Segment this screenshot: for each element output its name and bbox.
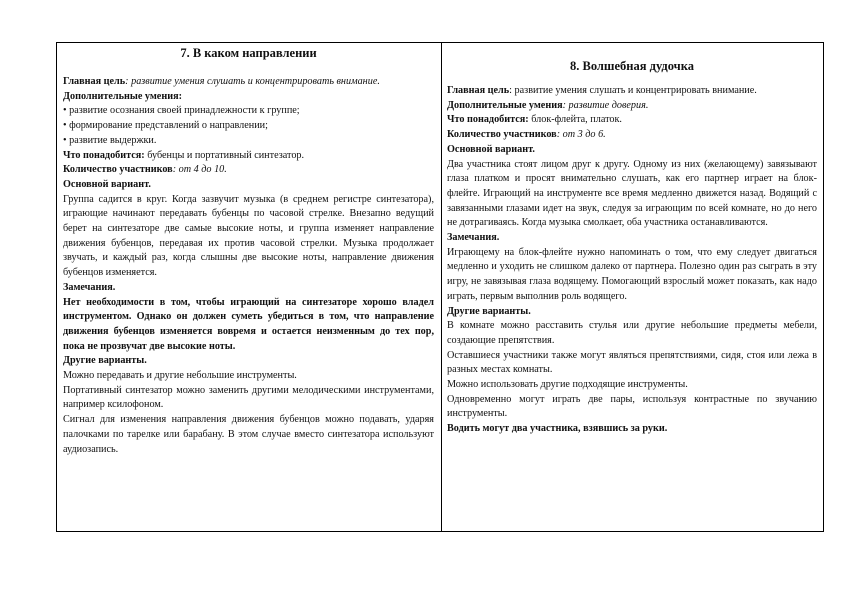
extra-label: Дополнительные умения (447, 99, 563, 111)
goal-label: Главная цель (447, 85, 510, 96)
goal-text: : развитие умения слушать и концентрировать внимание. (125, 76, 380, 87)
goal-label: Главная цель (63, 76, 126, 87)
needs-label: Что понадобится: (63, 149, 145, 161)
count-text: : от 3 до 6. (556, 129, 606, 141)
game-card-8 (443, 43, 825, 531)
game-7-other-para: Сигнал для изменения направления движения бубенцов можно подавать, ударяя палочками по тарелке или барабану. В этом случае вместо синтезатора используют аудиозапись. (63, 414, 434, 455)
game-cards-table (56, 42, 824, 532)
game-7-other-para: Портативный синтезатор можно заменить другими мелодическими инструментами, например ксилофоном. (63, 384, 434, 411)
game-8-main-text: Два участника стоят лицом друг к другу. Одному из них (желающему) завязывают глаза платком и просят внимательно слушать, как его партнер играет на блок-флейте. Играющий на инструменте все время медленно движется назад. Водящий с завязанными глазами идет на звук, следуя за играющим по всей комнате, но до него не дотрагиваясь. Когда музыка смолкает, оба участника останавливаются. (447, 158, 817, 229)
game-7-notes-text: Нет необходимости в том, чтобы играющий на синтезаторе хорошо владел инструментом. Однако он должен суметь убедиться в том, что направление движения бубенцов изменяется вовремя и остается неизменным до тех пор, пока не прозвучат две высокие ноты. (63, 296, 434, 352)
game-7-other-para: Можно передавать и другие небольшие инструменты. (63, 370, 297, 382)
game-8-notes-label: Замечания. (447, 232, 500, 244)
game-8-title: 8. Волшебная дудочка (570, 59, 694, 73)
game-7-notes-label: Замечания. (63, 281, 116, 293)
game-7-extra-item: • формирование представлений о направлении; (63, 120, 268, 132)
game-7-count (63, 163, 434, 178)
game-8-other-para: В комнате можно расставить стулья или другие небольшие предметы мебели, создающие препятствия. (447, 320, 817, 346)
game-7-extra-label: Дополнительные умения: (63, 90, 182, 102)
game-7-main-text: Группа садится в круг. Когда зазвучит музыка (в среднем регистре синтезатора), играющие начинают передавать бубенцы по часовой стрелке. Внезапно ведущий берет на синтезаторе две самые высокие ноты, и группа изменяет направление движения бубенцов, передавая их против часовой стрелки. Музыка продолжает звучать, и каждый раз, когда слышны две высокие ноты, направление движения бубенцов изменяется. (63, 193, 434, 279)
count-label: Количество участников (447, 129, 557, 141)
game-7-extra-item: • развитие выдержки. (63, 134, 157, 146)
game-7-needs (63, 149, 434, 164)
game-8-other-para: Можно использовать другие подходящие инструменты. (447, 379, 688, 391)
game-8-extra (447, 99, 817, 114)
needs-text: блок-флейта, платок. (528, 114, 622, 126)
game-7-other-label: Другие варианты. (63, 355, 147, 367)
needs-label: Что понадобится: (447, 114, 529, 126)
game-7-main-label: Основной вариант. (63, 178, 151, 190)
game-8-last-para: Водить могут два участника, взявшись за руки. (447, 423, 668, 435)
game-7-extra-item: • развитие осознания своей принадлежности к группе; (63, 105, 300, 117)
game-8-goal (447, 84, 817, 99)
game-8-other-para: Оставшиеся участники также могут являться препятствиями, сидя, стоя или лежа в разных местах комнаты. (447, 349, 817, 376)
game-8-other-label: Другие варианты. (447, 305, 531, 317)
game-7-title: 7. В каком направлении (180, 46, 317, 60)
game-7-goal (63, 75, 434, 90)
goal-text: : развитие умения слушать и концентрировать внимание. (509, 85, 757, 96)
game-8-count (447, 128, 817, 143)
extra-text: : развитие доверия. (562, 99, 649, 111)
game-8-other-para: Одновременно могут играть две пары, используя контрастные по звучанию инструменты. (447, 393, 817, 420)
game-8-notes-text: Играющему на блок-флейте нужно напоминать о том, что ему следует двигаться медленно и уходить не слишком далеко от партнера. Полезно один раз сыграть в эту игру, не завязывая глаза водящему. Помогающий взрослый может показать, как надо играть, первым выполнив роль водящего. (447, 246, 817, 302)
count-text: : от 4 до 10. (172, 164, 227, 176)
count-label: Количество участников (63, 164, 173, 176)
needs-text: бубенцы и портативный синтезатор. (144, 149, 305, 161)
game-8-needs (447, 113, 817, 128)
game-8-main-label: Основной вариант. (447, 143, 535, 155)
game-card-7 (57, 43, 441, 531)
column-divider (441, 43, 442, 531)
